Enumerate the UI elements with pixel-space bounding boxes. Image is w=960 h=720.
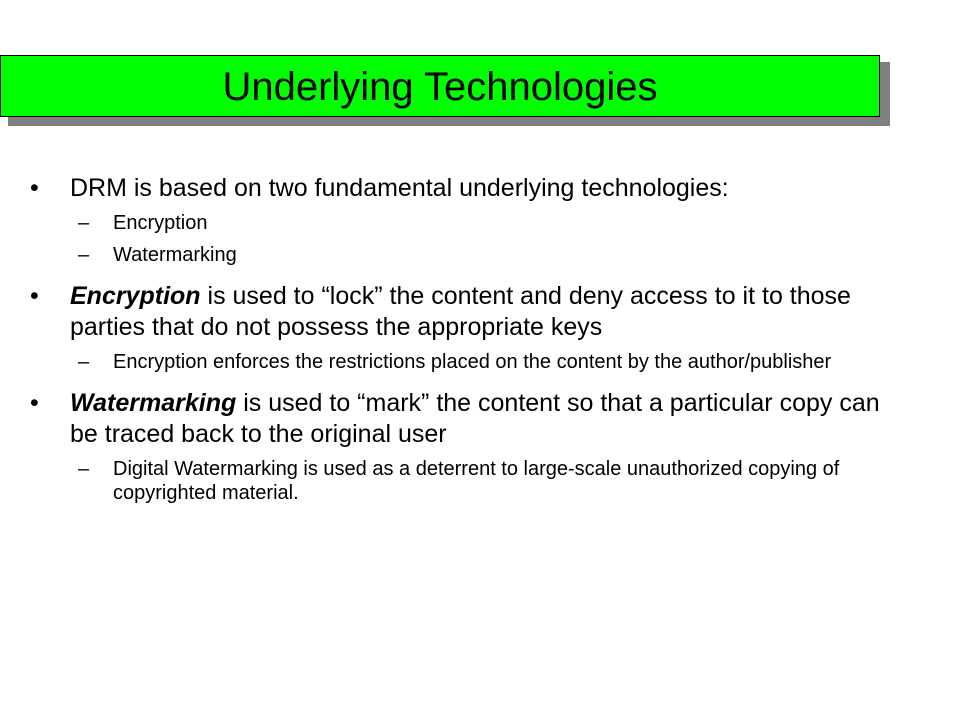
bullet-encryption [0, 281, 960, 343]
bullet-keyword: Watermarking [70, 389, 237, 417]
sub-bullet-marker: – [78, 212, 90, 234]
bullet-text: is used to “lock” the content and deny access to it to those parties that do not possess the appropriate keys [70, 282, 851, 341]
title-banner [0, 55, 880, 117]
sub-bullet-encryption-enforces [0, 350, 960, 374]
bullet-marker: • [30, 389, 39, 417]
sub-bullet-marker: – [78, 458, 90, 480]
sub-bullet-encryption [0, 211, 960, 235]
sub-bullet-marker: – [78, 244, 90, 266]
sub-bullet-watermarking [0, 243, 960, 267]
bullet-marker: • [30, 174, 39, 202]
slide-title: Underlying Technologies [222, 65, 658, 109]
bullet-text: DRM is based on two fundamental underlying technologies: [70, 174, 729, 202]
bullet-drm-basis [0, 173, 960, 204]
bullet-text: is used to “mark” the content so that a particular copy can be traced back to the original user [70, 389, 880, 448]
sub-bullet-text: Encryption [113, 212, 208, 234]
bullet-keyword: Encryption [70, 282, 201, 310]
sub-bullet-text: Encryption enforces the restrictions placed on the content by the author/publisher [113, 351, 832, 373]
sub-bullet-digital-watermarking [0, 457, 960, 505]
sub-bullet-text: Watermarking [113, 244, 237, 266]
slide-body [0, 173, 960, 513]
sub-bullet-text: Digital Watermarking is used as a deterrent to large-scale unauthorized copying of copyrighted material. [113, 458, 840, 504]
bullet-marker: • [30, 282, 39, 310]
sub-bullet-marker: – [78, 351, 90, 373]
bullet-watermarking [0, 388, 960, 450]
